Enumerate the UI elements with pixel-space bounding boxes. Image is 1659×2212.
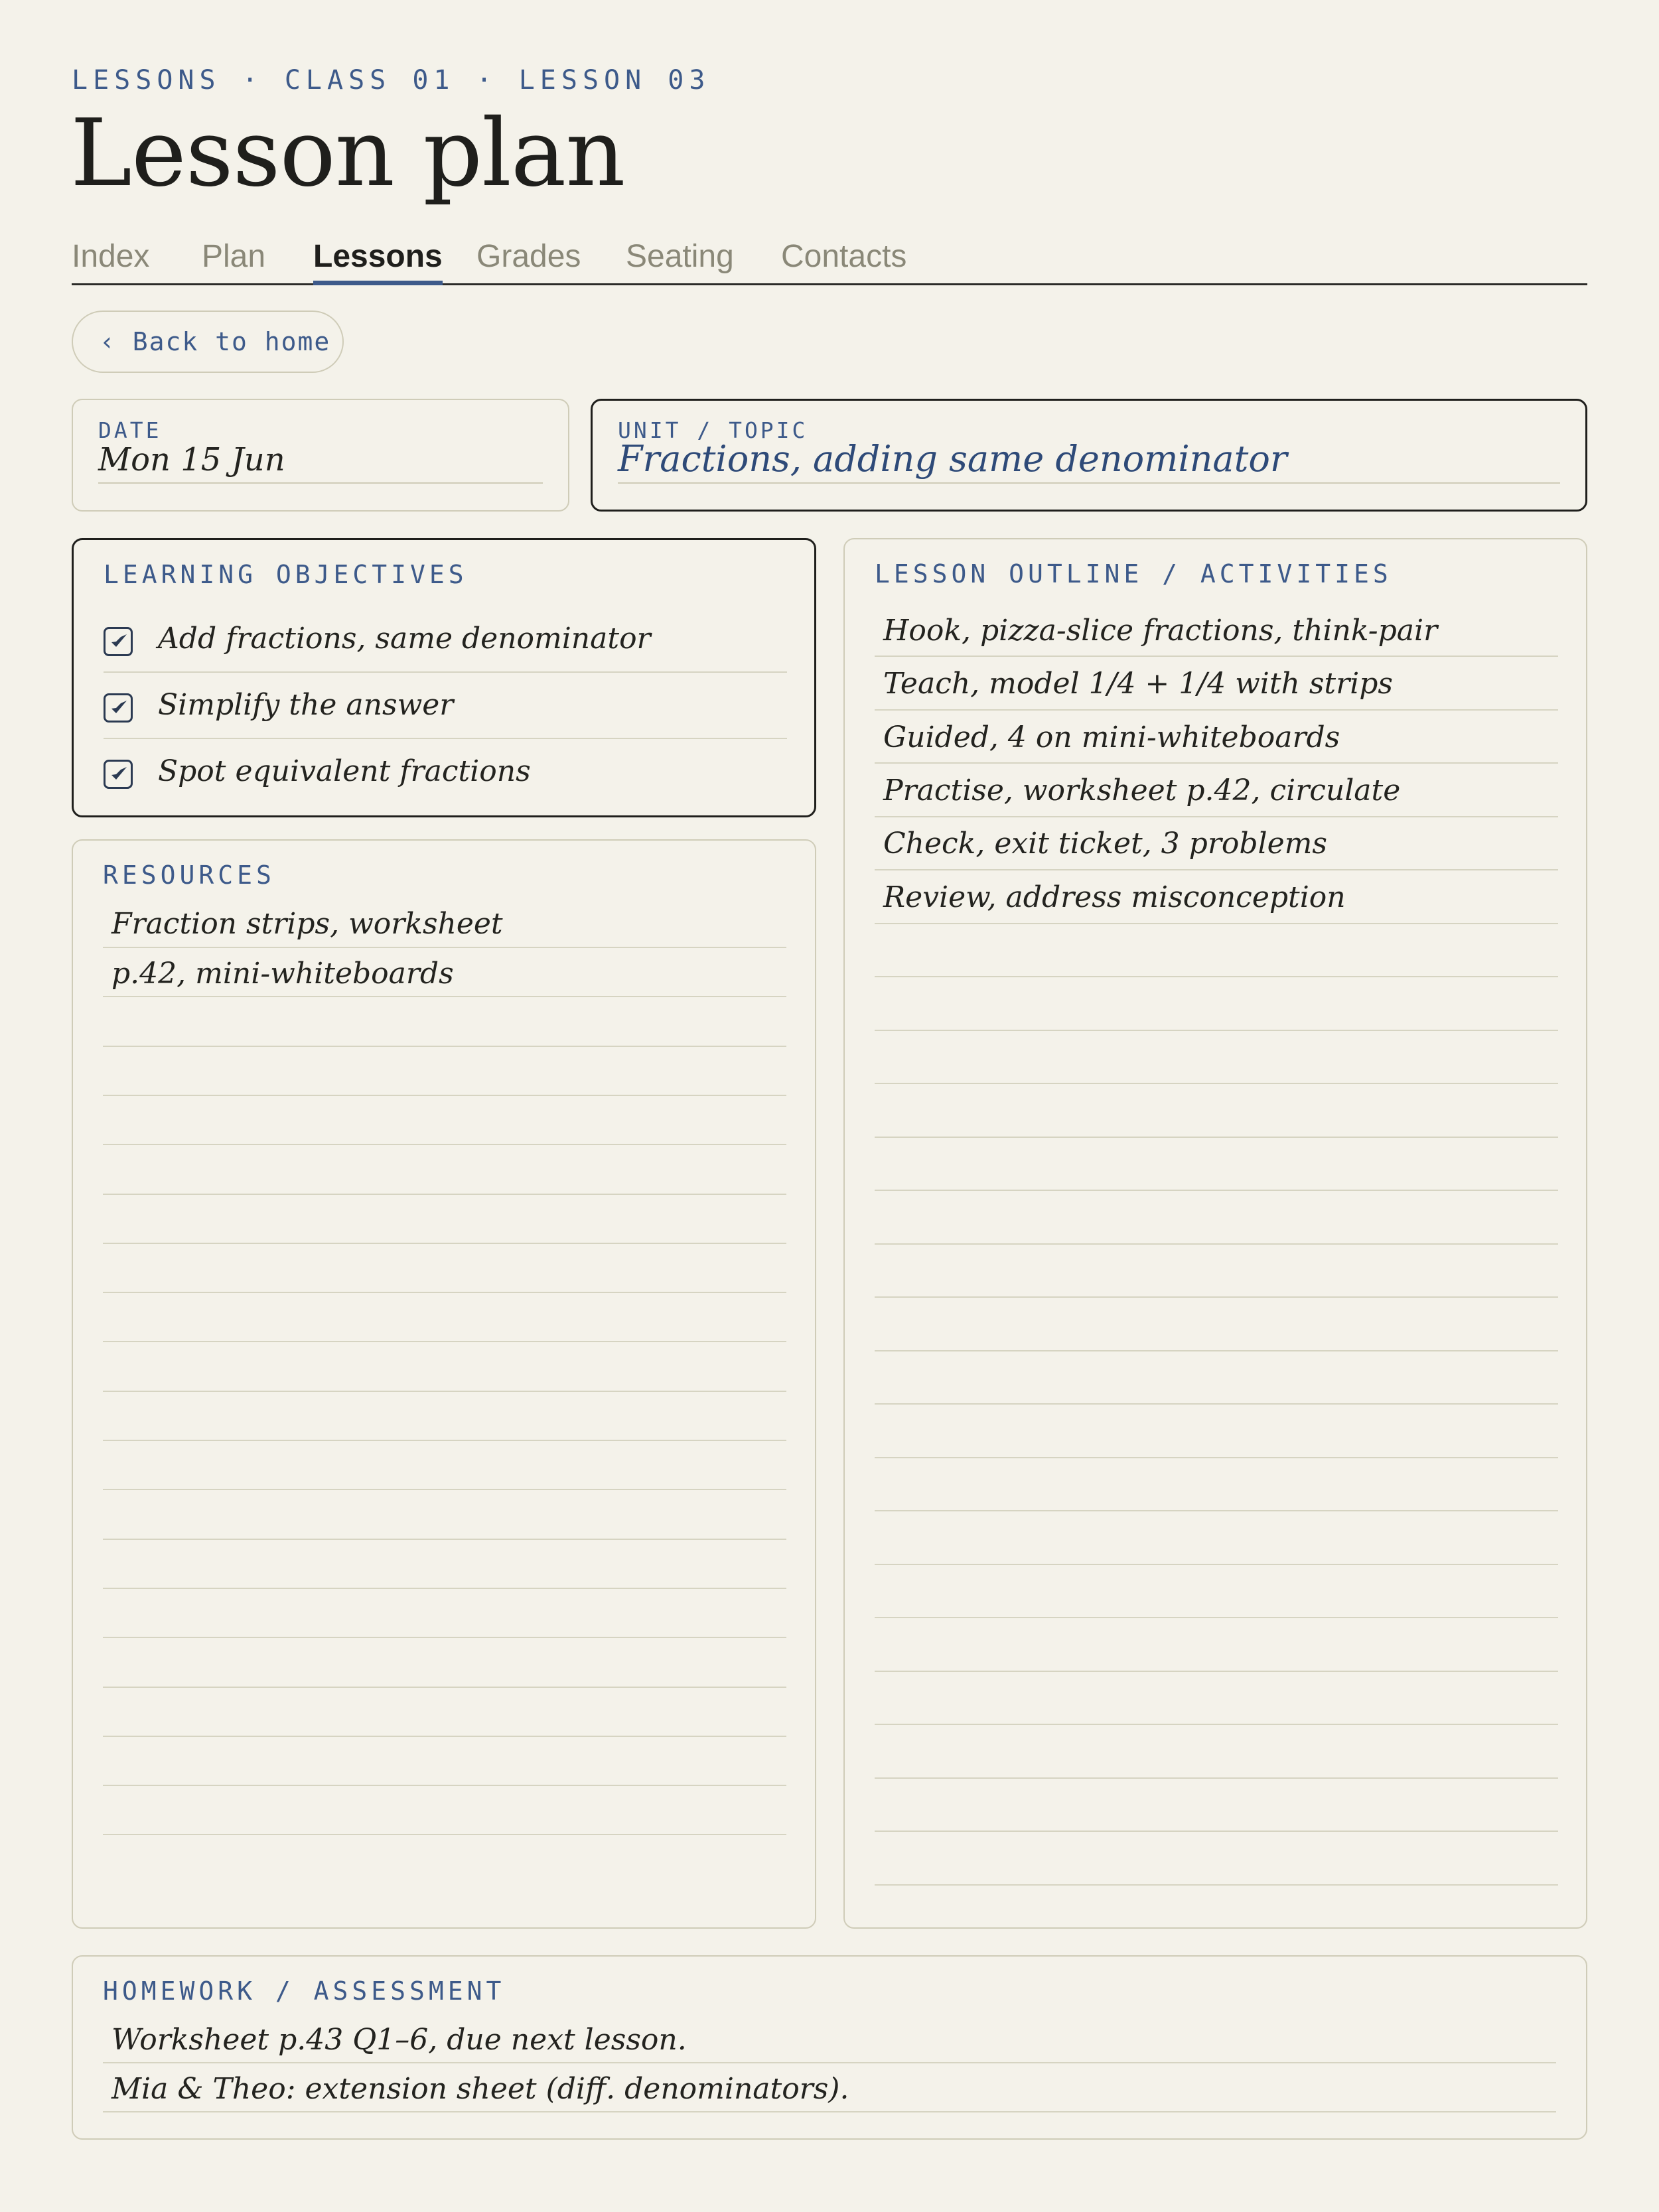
tab-grades[interactable]: Grades: [476, 239, 581, 274]
ruled-line: [875, 1296, 1558, 1298]
outline-panel[interactable]: [843, 538, 1587, 1929]
topic-field[interactable]: [591, 399, 1587, 512]
tab-bar: [72, 236, 1587, 285]
ruled-line: [875, 1564, 1558, 1565]
objective-divider: [104, 671, 787, 673]
checkbox-checked-icon[interactable]: [104, 627, 133, 656]
topic-underline: [618, 482, 1560, 484]
ruled-line: [875, 816, 1558, 817]
date-value: Mon 15 Jun: [98, 441, 285, 478]
page-title: Lesson plan: [70, 100, 625, 208]
outline-line: Hook, pizza-slice fractions, think-pair: [883, 614, 1438, 648]
ruled-line: [875, 1510, 1558, 1511]
ruled-line: [103, 1785, 786, 1786]
date-field[interactable]: [72, 399, 569, 512]
ruled-line: [103, 1243, 786, 1244]
breadcrumb: LESSONS · CLASS 01 · LESSON 03: [72, 65, 711, 96]
objective-divider: [104, 738, 787, 739]
ruled-line: [103, 1736, 786, 1737]
objective-item[interactable]: [104, 624, 767, 691]
outline-label: LESSON OUTLINE / ACTIVITIES: [875, 559, 1392, 588]
tab-seating[interactable]: Seating: [626, 239, 734, 274]
ruled-line: [875, 1083, 1558, 1084]
ruled-line: [103, 1489, 786, 1490]
ruled-line: [875, 1137, 1558, 1138]
resources-line: Fraction strips, worksheet: [111, 907, 503, 941]
checkbox-checked-icon[interactable]: [104, 760, 133, 789]
objectives-label: LEARNING OBJECTIVES: [104, 560, 468, 589]
ruled-line: [875, 869, 1558, 870]
ruled-line: [103, 1440, 786, 1441]
homework-rule: [103, 2111, 1556, 2112]
ruled-line: [875, 1030, 1558, 1031]
homework-line: Mia & Theo: extension sheet (diff. denominators).: [111, 2072, 849, 2106]
ruled-line: [875, 1671, 1558, 1672]
ruled-line: [103, 1637, 786, 1638]
ruled-line: [875, 762, 1558, 764]
outline-line: Teach, model 1/4 + 1/4 with strips: [883, 667, 1393, 701]
objective-text: Simplify the answer: [158, 688, 454, 722]
objective-item[interactable]: [104, 754, 767, 823]
ruled-line: [103, 1046, 786, 1047]
ruled-line: [103, 1292, 786, 1293]
ruled-line: [103, 1095, 786, 1096]
ruled-line: [103, 1539, 786, 1540]
ruled-line: [875, 1243, 1558, 1245]
topic-value: Fractions, adding same denominator: [618, 438, 1287, 480]
ruled-line: [103, 1588, 786, 1589]
ruled-line: [875, 1724, 1558, 1725]
objective-text: Spot equivalent fractions: [158, 754, 531, 788]
ruled-line: [875, 1884, 1558, 1886]
ruled-line: [875, 923, 1558, 924]
ruled-line: [875, 709, 1558, 711]
outline-line: Review, address misconception: [883, 880, 1346, 914]
ruled-line: [875, 1831, 1558, 1832]
ruled-line: [103, 996, 786, 997]
ruled-line: [103, 1834, 786, 1835]
tab-index[interactable]: Index: [72, 239, 150, 274]
outline-line: Guided, 4 on mini-whiteboards: [883, 721, 1340, 754]
resources-label: RESOURCES: [103, 861, 275, 890]
ruled-line: [103, 1144, 786, 1145]
back-to-home-button[interactable]: ‹ Back to home: [72, 311, 344, 373]
objective-text: Add fractions, same denominator: [158, 622, 651, 656]
ruled-line: [103, 1194, 786, 1195]
objectives-panel: [72, 538, 816, 817]
homework-line: Worksheet p.43 Q1–6, due next lesson.: [111, 2023, 687, 2057]
topic-label: UNIT / TOPIC: [618, 417, 808, 443]
tab-lessons[interactable]: Lessons: [313, 236, 443, 283]
ruled-line: [875, 976, 1558, 977]
ruled-line: [103, 1341, 786, 1342]
ruled-line: [875, 1403, 1558, 1405]
ruled-line: [875, 656, 1558, 657]
ruled-line: [103, 1391, 786, 1392]
ruled-line: [103, 947, 786, 948]
ruled-line: [875, 1457, 1558, 1458]
ruled-line: [875, 1190, 1558, 1191]
resources-panel[interactable]: [72, 839, 816, 1929]
ruled-line: [875, 1350, 1558, 1351]
ruled-line: [875, 1617, 1558, 1618]
resources-line: p.42, mini-whiteboards: [111, 957, 454, 991]
outline-line: Practise, worksheet p.42, circulate: [883, 774, 1401, 807]
date-label: DATE: [98, 417, 162, 443]
homework-panel[interactable]: [72, 1955, 1587, 2140]
date-underline: [98, 482, 543, 484]
tab-contacts[interactable]: Contacts: [781, 239, 907, 274]
tab-plan[interactable]: Plan: [202, 239, 266, 274]
ruled-line: [103, 1687, 786, 1688]
objective-item[interactable]: [104, 688, 767, 757]
homework-rule: [103, 2062, 1556, 2063]
outline-line: Check, exit ticket, 3 problems: [883, 827, 1327, 861]
ruled-line: [875, 1777, 1558, 1779]
checkbox-checked-icon[interactable]: [104, 693, 133, 723]
homework-label: HOMEWORK / ASSESSMENT: [103, 1976, 506, 2006]
